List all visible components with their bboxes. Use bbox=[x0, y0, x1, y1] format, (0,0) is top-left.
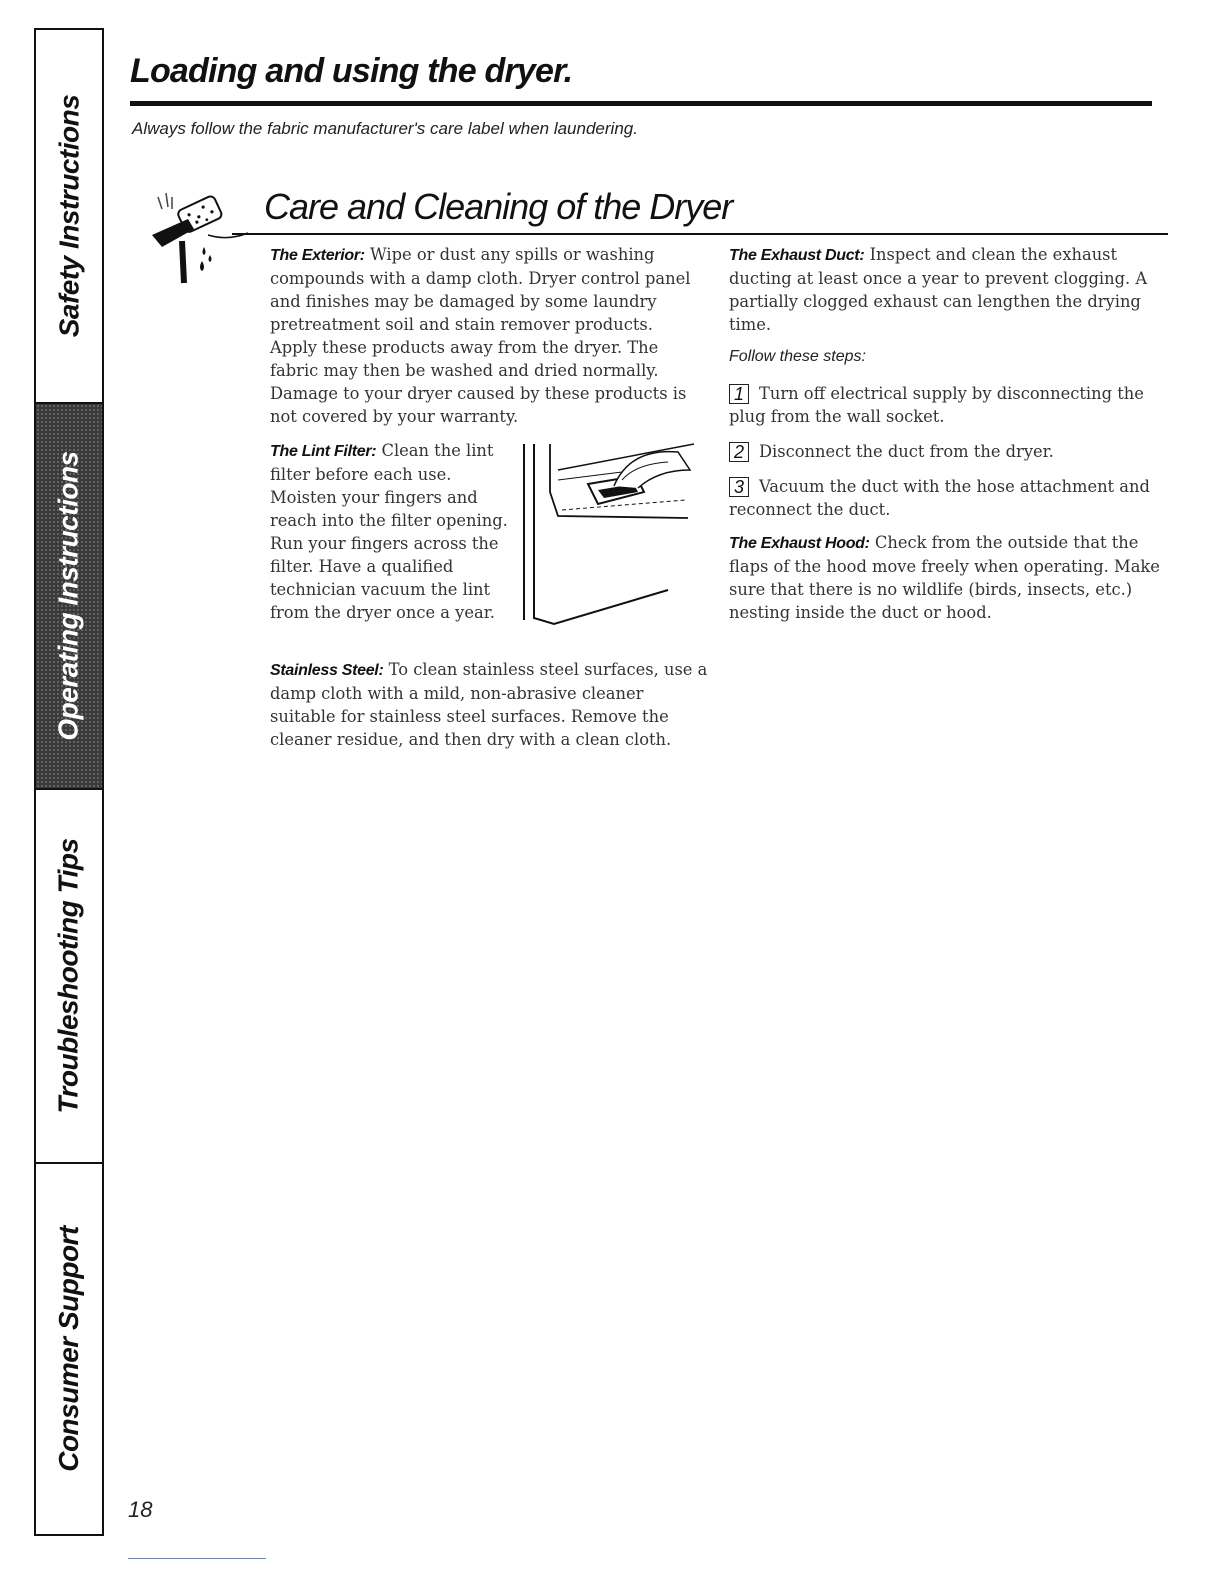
stainless-steel-paragraph bbox=[270, 658, 710, 751]
tab-label: Safety Instructions bbox=[53, 94, 84, 338]
lint-filter-paragraph bbox=[270, 439, 510, 624]
tab-label: Troubleshooting Tips bbox=[53, 838, 84, 1114]
page-title: Loading and using the dryer. bbox=[130, 52, 573, 90]
tab-label: Consumer Support bbox=[53, 1226, 84, 1472]
step-item bbox=[729, 440, 1169, 463]
step-text: Disconnect the duct from the dryer. bbox=[759, 442, 1054, 461]
stainless-steel-lead: Stainless Steel: bbox=[270, 662, 384, 679]
lint-filter-lead: The Lint Filter: bbox=[270, 443, 377, 460]
side-tab-bar bbox=[34, 28, 104, 1536]
tab-troubleshooting-tips[interactable] bbox=[36, 790, 102, 1164]
exhaust-hood-paragraph bbox=[729, 531, 1169, 624]
exhaust-duct-lead: The Exhaust Duct: bbox=[729, 247, 865, 264]
title-divider bbox=[130, 101, 1152, 106]
exterior-paragraph bbox=[270, 243, 700, 428]
step-item bbox=[729, 475, 1169, 521]
tab-label: Operating Instructions bbox=[53, 451, 84, 741]
page-number: 18 bbox=[128, 1497, 153, 1522]
step-text: Turn off electrical supply by disconnecting the plug from the wall socket. bbox=[729, 384, 1144, 426]
step-number-badge: 1 bbox=[729, 384, 749, 404]
lint-filter-text: Clean the lint filter before each use. Moisten your fingers and reach into the filter opening. Run your fingers across the filter. Have a qualified technician vacuum the lint from the dryer once a year. bbox=[270, 441, 508, 622]
footer-divider bbox=[128, 1558, 266, 1559]
page-subtitle: Always follow the fabric manufacturer's care label when laundering. bbox=[132, 119, 638, 138]
sponge-cleaning-icon bbox=[148, 185, 258, 295]
step-item bbox=[729, 382, 1169, 428]
stainless-steel-text: To clean stainless steel surfaces, use a damp cloth with a mild, non-abrasive cleaner suitable for stainless steel surfaces. Remove the cleaner residue, and then dry with a clean cloth. bbox=[270, 660, 708, 749]
step-number-badge: 3 bbox=[729, 477, 749, 497]
section-title: Care and Cleaning of the Dryer bbox=[264, 186, 733, 227]
exterior-text: Wipe or dust any spills or washing compounds with a damp cloth. Dryer control panel and finishes may be damaged by some laundry pretreatment soil and stain remover products. Apply these products away from the dryer. The fabric may then be washed and dried normally. Damage to your dryer caused by these products is not covered by your warranty. bbox=[270, 245, 691, 426]
exhaust-duct-text: Inspect and clean the exhaust ducting at least once a year to prevent clogging. A partially clogged exhaust can lengthen the drying time. bbox=[729, 245, 1148, 334]
tab-operating-instructions[interactable] bbox=[36, 404, 102, 790]
lint-filter-illustration bbox=[518, 440, 698, 630]
step-text: Vacuum the duct with the hose attachment and reconnect the duct. bbox=[729, 477, 1150, 519]
exhaust-hood-text: Check from the outside that the flaps of the hood move freely when operating. Make sure that there is no wildlife (birds, insects, etc.) nesting inside the duct or hood. bbox=[729, 533, 1160, 622]
steps-heading: Follow these steps: bbox=[729, 348, 866, 365]
step-number-badge: 2 bbox=[729, 442, 749, 462]
tab-consumer-support[interactable] bbox=[36, 1164, 102, 1534]
exhaust-duct-paragraph bbox=[729, 243, 1169, 336]
exhaust-hood-lead: The Exhaust Hood: bbox=[729, 535, 870, 552]
tab-safety-instructions[interactable] bbox=[36, 30, 102, 404]
exterior-lead: The Exterior: bbox=[270, 247, 365, 264]
section-divider bbox=[232, 233, 1168, 235]
